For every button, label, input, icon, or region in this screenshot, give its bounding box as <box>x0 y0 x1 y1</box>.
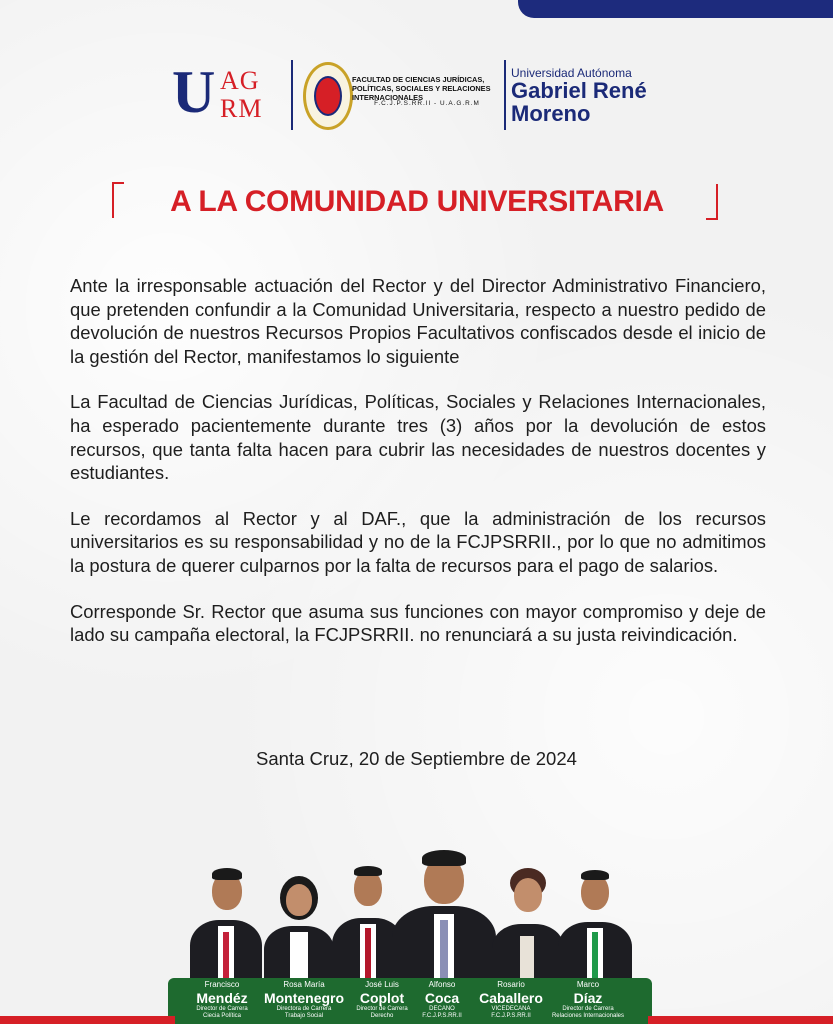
logo-letters-ag: AG <box>220 66 260 95</box>
paragraph: Corresponde Sr. Rector que asuma sus funciones con mayor compromiso y deje de lado su campaña electoral, la FCJPSRRII. no renunciará a su justa reivindicación. <box>70 600 766 646</box>
authorities-photo <box>186 850 636 984</box>
bottom-accent-right <box>648 1016 833 1024</box>
paragraph: La Facultad de Ciencias Jurídicas, Políticas, Sociales y Relaciones Internacionales, ha esperado pacientemente durante tres (3) años por la devolución de estos recursos, que tanta falta hacen para cubrir las necesidades de nuestros docentes y estudiantes. <box>70 391 766 484</box>
person-photo <box>392 850 496 984</box>
uagrm-logo <box>172 59 282 128</box>
person-caption: Alfonso Coca DECANO F.C.J.P.S.RR.II <box>422 980 462 1019</box>
date-line: Santa Cruz, 20 de Septiembre de 2024 <box>256 748 577 769</box>
bottom-accent-left <box>0 1016 175 1024</box>
logo-letters-rm: RM <box>220 94 263 123</box>
top-accent-bar <box>518 0 833 18</box>
person-photo <box>190 866 262 984</box>
person-caption: Marco Díaz Director de Carrera Relaciones Internacionales <box>551 980 625 1019</box>
faculty-abbreviation: F.C.J.P.S.RR.II - U.A.G.R.M <box>374 100 480 107</box>
person-caption: Rosario Caballero VICEDECANA F.C.J.P.S.RR.II <box>479 980 543 1019</box>
statement-body <box>70 274 766 669</box>
title-frame <box>112 182 722 220</box>
person-photo <box>492 866 564 984</box>
logo-letter-u: U <box>172 59 216 125</box>
university-name: Gabriel René Moreno <box>511 78 647 126</box>
faculty-seal <box>303 62 353 130</box>
university-label: Universidad Autónoma <box>511 66 632 80</box>
person-photo <box>558 868 632 984</box>
logo-divider <box>504 60 506 130</box>
paragraph: Ante la irresponsable actuación del Rector y del Director Administrativo Financiero, que pretenden confundir a la Comunidad Universitaria, respecto a nuestro pedido de devolución de nuestros Recursos Propios Facultativos confiscados desde el inicio de la gestión del Rector, manifestamos lo siguiente <box>70 275 766 367</box>
person-caption: José Luis Coplot Director de Carrera Derecho <box>356 980 408 1019</box>
logo-divider <box>291 60 293 130</box>
paragraph: Le recordamos al Rector y al DAF., que la administración de los recursos universitarios es su responsabilidad y no de la FCJPSRRII., por lo que no admitimos la postura de querer culparnos por la falta de recursos para el pago de salarios. <box>70 507 766 576</box>
person-caption: Rosa María Montenegro Directora de Carrera Trabajo Social <box>263 980 345 1019</box>
person-photo <box>264 872 334 984</box>
faculty-name: FACULTAD DE CIENCIAS JURÍDICAS, POLÍTICAS, SOCIALES Y RELACIONES INTERNACIONALES <box>352 75 491 102</box>
person-caption: Francisco Mendéz Director de Carrera Ciecia Política <box>196 980 248 1019</box>
page-title: A LA COMUNIDAD UNIVERSITARIA <box>170 185 664 218</box>
